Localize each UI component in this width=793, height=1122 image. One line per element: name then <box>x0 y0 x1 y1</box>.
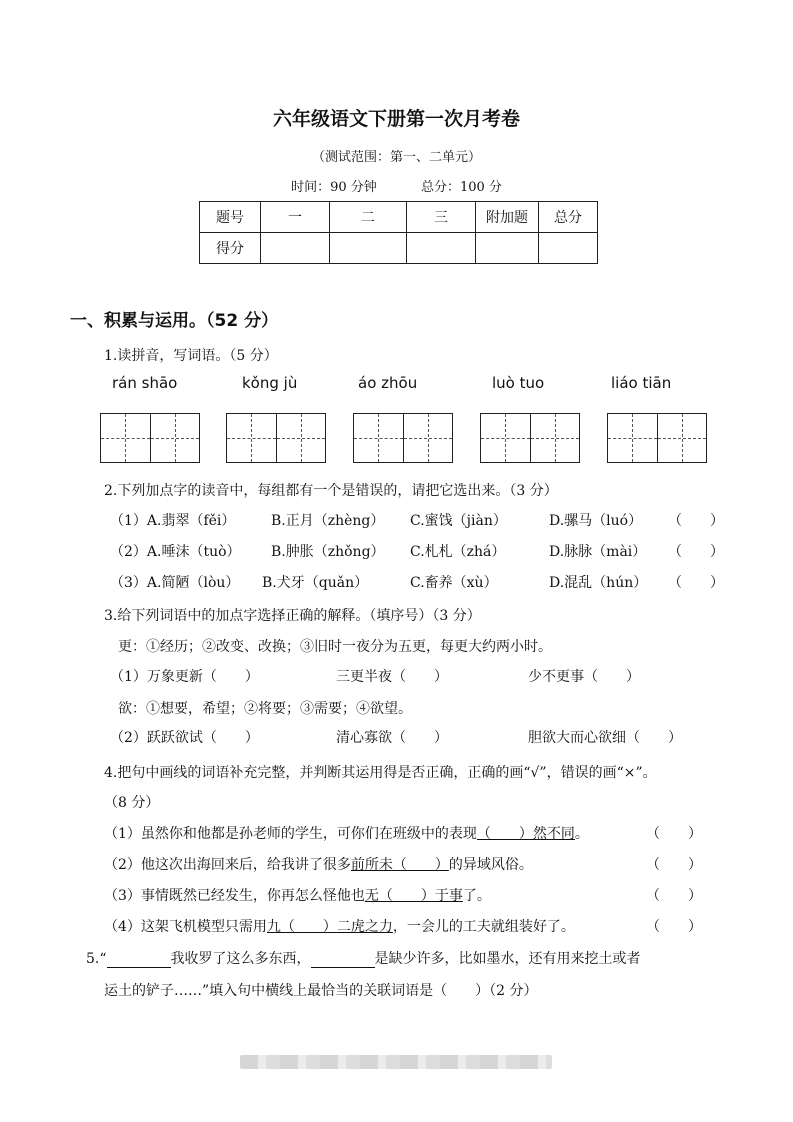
q3-item: （2）跃跃欲试（ ） <box>110 730 259 746</box>
score-header-cell: 总分 <box>539 202 598 233</box>
score-row-label: 得分 <box>200 233 261 264</box>
q3-item: 清心寡欲（ ） <box>336 730 448 746</box>
score-cell[interactable] <box>261 233 330 264</box>
q4-underlined-phrase[interactable]: （ ）然不同 <box>476 826 575 842</box>
q4-item: （2）他这次出海回来后，给我讲了很多前所未（ ）的异域风俗。 <box>104 857 533 873</box>
writing-grid[interactable] <box>100 413 200 463</box>
exam-title: 六年级语文下册第一次月考卷 <box>272 108 520 130</box>
score-table <box>199 201 598 264</box>
score-cell[interactable] <box>407 233 476 264</box>
answer-blank[interactable]: （ ） <box>668 544 724 560</box>
q2-option: （3）A.简陋（lòu） <box>110 575 240 591</box>
score-header-cell: 一 <box>261 202 330 233</box>
q5-line-1: 5.“ 我收罗了这么多东西， 是缺少许多，比如墨水，还有用来挖土或者 <box>86 951 641 967</box>
q4-item: （4）这架飞机模型只需用九（ ）二虎之力，一会儿的工夫就组装好了。 <box>104 919 575 935</box>
q2-option: C.畜养（xù） <box>410 575 498 591</box>
q3-geng-definition: 更：①经历；②改变、改换；③旧时一夜分为五更，每更大约两小时。 <box>118 639 552 655</box>
q4-item: （3）事情既然已经发生，你再怎么怪他也无（ ）于事了。 <box>104 888 491 904</box>
exam-subtitle: （测试范围：第一、二单元） <box>311 150 481 165</box>
q2-option: D.骡马（luó） <box>549 513 643 529</box>
q3-yu-definition: 欲：①想要，希望；②将要；③需要；④欲望。 <box>118 701 412 717</box>
q3-prompt: 3.给下列词语中的加点字选择正确的解释。（填序号）（3 分） <box>104 608 481 624</box>
q4-score: （8 分） <box>104 795 160 811</box>
answer-blank[interactable]: （ ） <box>646 888 702 904</box>
score-cell[interactable] <box>330 233 407 264</box>
q2-prompt: 2.下列加点字的读音中，每组都有一个是错误的，请把它选出来。（3 分） <box>104 483 558 499</box>
q3-item: （1）万象更新（ ） <box>110 669 259 685</box>
pinyin-3: áo zhōu <box>358 374 418 392</box>
q2-option: B.犬牙（quǎn） <box>262 575 369 591</box>
q2-option: B.肿胀（zhǒng） <box>271 544 385 560</box>
q2-option: （1）A.翡翠（fěi） <box>110 513 236 529</box>
writing-grid[interactable] <box>607 413 707 463</box>
exam-meta <box>0 176 793 195</box>
score-table-header-row <box>200 202 598 233</box>
score-cell[interactable] <box>476 233 539 264</box>
q2-option: C.蜜饯（jiàn） <box>410 513 507 529</box>
total-score: 总分：100 分 <box>420 180 502 195</box>
q3-item: 少不更事（ ） <box>528 669 640 685</box>
answer-blank[interactable]: （ ） <box>646 857 702 873</box>
answer-blank[interactable]: （ ） <box>646 919 702 935</box>
writing-grid[interactable] <box>226 413 326 463</box>
pinyin-2: kǒng jù <box>242 374 298 392</box>
score-header-cell: 题号 <box>200 202 261 233</box>
q3-item: 胆欲大而心欲细（ ） <box>528 730 682 746</box>
q5-blank-2[interactable] <box>311 953 375 968</box>
score-header-cell: 附加题 <box>476 202 539 233</box>
pinyin-1: rán shāo <box>112 374 178 392</box>
blurred-footer <box>240 1055 552 1069</box>
q4-prompt: 4.把句中画线的词语补充完整，并判断其运用得是否正确，正确的画“√”，错误的画“×”。 <box>104 765 657 781</box>
q2-option: D.脉脉（mài） <box>549 544 647 560</box>
q4-underlined-phrase[interactable]: 前所未（ ） <box>350 857 449 873</box>
q5-line-2: 运土的铲子……”填入句中横线上最恰当的关联词语是（ ）（2 分） <box>104 983 538 999</box>
q4-underlined-phrase[interactable]: 无（ ）于事 <box>364 888 463 904</box>
answer-blank[interactable]: （ ） <box>668 513 724 529</box>
score-header-cell: 二 <box>330 202 407 233</box>
q2-option: C.札札（zhá） <box>410 544 506 560</box>
pinyin-5: liáo tiān <box>611 374 672 392</box>
q1-prompt: 1.读拼音，写词语。（5 分） <box>104 348 278 364</box>
q3-item: 三更半夜（ ） <box>336 669 448 685</box>
q4-item: （1）虽然你和他都是孙老师的学生，可你们在班级中的表现（ ）然不同。 <box>104 826 589 842</box>
q4-underlined-phrase[interactable]: 九（ ）二虎之力 <box>266 919 393 935</box>
score-header-cell: 三 <box>407 202 476 233</box>
time-limit: 时间：90 分钟 <box>291 180 377 195</box>
q2-option: D.混乱（hún） <box>549 575 648 591</box>
answer-blank[interactable]: （ ） <box>646 826 702 842</box>
q2-option: （2）A.唾沫（tuò） <box>110 544 241 560</box>
score-table-score-row <box>200 233 598 264</box>
section-1-heading: 一、积累与运用。（52 分） <box>70 311 279 331</box>
writing-grid[interactable] <box>353 413 453 463</box>
q5-blank-1[interactable] <box>107 953 171 968</box>
score-cell[interactable] <box>539 233 598 264</box>
writing-grid[interactable] <box>480 413 580 463</box>
q2-option: B.正月（zhèng） <box>271 513 385 529</box>
answer-blank[interactable]: （ ） <box>668 575 724 591</box>
pinyin-4: luò tuo <box>492 374 545 392</box>
